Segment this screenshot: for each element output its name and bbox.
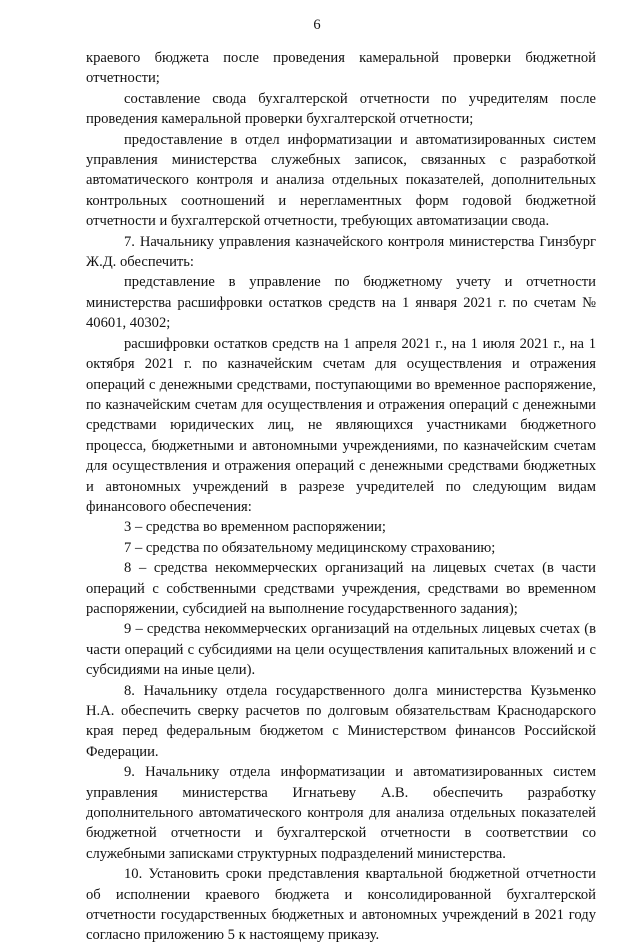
paragraph-type-8: 8 – средства некоммерческих организаций на лицевых счетах (в части операций с собственными средствами учреждения, средствами во временном распоряжении, субсидией на выполнение государственного задания); xyxy=(86,560,596,617)
paragraph-type-7: 7 – средства по обязательному медицинскому страхованию; xyxy=(124,539,496,556)
paragraph-item-8: 8. Начальнику отдела государственного долга министерства Кузьменко Н.А. обеспечить сверку расчетов по долговым обязательствам Краснодарского края перед федеральным бюджетом с Министерством финансов Российской Федерации. xyxy=(86,682,596,760)
paragraph-item-7: 7. Начальнику управления казначейского контроля министерства Гинзбург Ж.Д. обеспечить: xyxy=(86,233,596,271)
paragraph-item-9: 9. Начальнику отдела информатизации и автоматизированных систем управления министерства Игнатьеву А.В. обеспечить разработку дополнительного автоматического контроля для анализа отдельных показателей бюджетной отчетности и бухгалтерской отчетности в соответствии со служебными записками структурных подразделений министерства. xyxy=(86,764,596,862)
document-body xyxy=(86,48,596,946)
page-number: 6 xyxy=(313,17,321,33)
paragraph-balances-january: представление в управление по бюджетному учету и отчетности министерства расшифровки остатков средств на 1 января 2021 г. по счетам № 40601, 40302; xyxy=(86,274,596,332)
paragraph-type-3: 3 – средства во временном распоряжении; xyxy=(124,519,386,536)
paragraph-item-10: 10. Установить сроки представления квартальной бюджетной отчетности об исполнении краевого бюджета и консолидированной бухгалтерской отчетности государственных бюджетных и автономных учреждений в 2021 году согласно приложению 5 к настоящему приказу. xyxy=(86,866,596,944)
paragraph-continuation: краевого бюджета после проведения камеральной проверки бюджетной отчетности; xyxy=(86,50,596,87)
paragraph-memos-submission: предоставление в отдел информатизации и автоматизированных систем управления министерства служебных записок, связанных с разработкой автоматического контроля и анализа отдельных показателей, дополнительных контрольных соотношений и нерегламентных форм годовой бюджетной отчетности и бухгалтерской отчетности, требующих автоматизации свода. xyxy=(86,131,596,230)
paragraph-summary-compilation: составление свода бухгалтерской отчетности по учредителям после проведения камеральной проверки бухгалтерской отчетности; xyxy=(86,90,596,128)
paragraph-balances-quarterly: расшифровки остатков средств на 1 апреля 2021 г., на 1 июля 2021 г., на 1 октября 2021 г. по казначейским счетам для осуществления и отражения операций с денежными средствами, поступающими во временное распоряжение, по казначейским счетам для осуществления и отражения операций с денежными средствами юридических лиц, не являющихся участниками бюджетного процесса, бюджетными и автономными учреждениями, по казначейским счетам для осуществления и отражения операций с денежными средствами бюджетных и автономных учреждений в разрезе учредителей по следующим видам финансового обеспечения: xyxy=(86,335,596,515)
paragraph-type-9: 9 – средства некоммерческих организаций на отдельных лицевых счетах (в части операций с субсидиями на цели осуществления капитальных вложений и с субсидиями на иные цели). xyxy=(86,621,596,679)
